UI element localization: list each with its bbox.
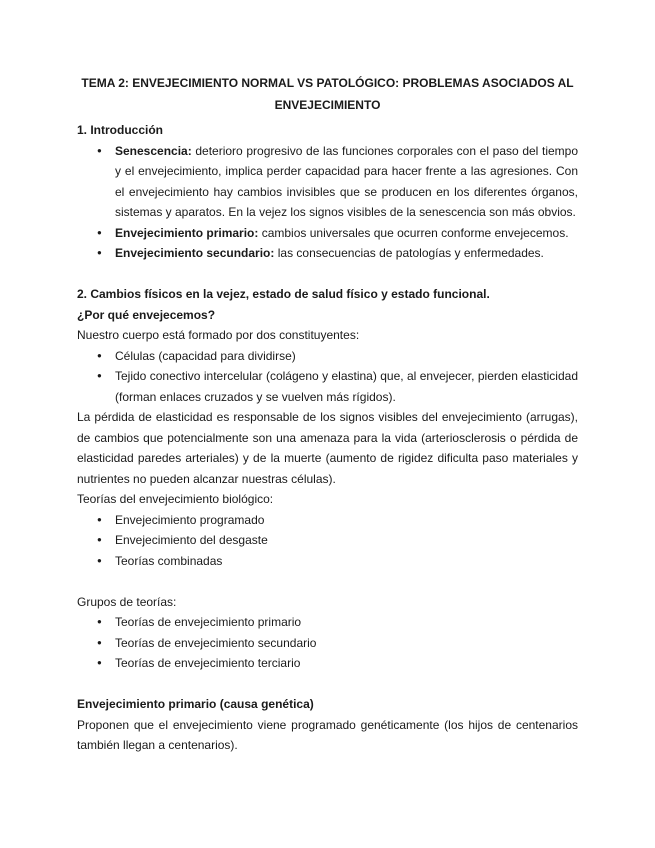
list-item (77, 243, 578, 264)
primary-aging-text: Proponen que el envejecimiento viene programado genéticamente (los hijos de centenarios también llegan a centenarios). (77, 717, 578, 752)
list-item: ● Células (capacidad para dividirse) (77, 346, 578, 367)
spacer (77, 571, 578, 592)
constituents-intro: Nuestro cuerpo está formado por dos constituyentes: (77, 328, 360, 342)
list-item: ● Teorías de envejecimiento terciario (77, 653, 578, 674)
list-item: ● Envejecimiento programado (77, 510, 578, 531)
definition: cambios universales que ocurren conforme envejecemos. (258, 225, 569, 240)
section-1-heading: 1. Introducción (77, 123, 164, 137)
theories-label: Teorías del envejecimiento biológico: (77, 492, 274, 506)
spacer (77, 674, 578, 695)
section-2-subheading: ¿Por qué envejecemos? (77, 307, 216, 322)
section-1-list (77, 141, 578, 264)
document-title: TEMA 2: ENVEJECIMIENTO NORMAL VS PATOLÓGICO: PROBLEMAS ASOCIADOS AL ENVEJECIMIENTO (81, 76, 574, 112)
section-2-heading: 2. Cambios físicos en la vejez, estado de salud físico y estado funcional. (77, 287, 490, 301)
list-item: ● Tejido conectivo intercelular (colágeno y elastina) que, al envejecer, pierden elasticidad (forman enlaces cruzados y se vuelven más rígidos). (77, 366, 578, 407)
list-item (77, 223, 578, 244)
term: Envejecimiento secundario: (115, 246, 275, 260)
term: Senescencia: (115, 143, 192, 158)
theories-list (77, 510, 578, 572)
term: Envejecimiento primario: (115, 225, 259, 240)
constituents-list (77, 346, 578, 408)
list-item: ● Envejecimiento del desgaste (77, 530, 578, 551)
elasticity-paragraph: La pérdida de elasticidad es responsable de los signos visibles del envejecimiento (arrugas), de cambios que potencialmente son una amenaza para la vida (arteriosclerosis o pérdida de elasticidad paredes arteriales) y de la muerte (aumento de rigidez dificulta paso materiales y nutrientes no pueden alcanzar nuestras células). (77, 410, 578, 486)
primary-aging-heading: Envejecimiento primario (causa genética) (77, 697, 314, 711)
list-item: ● Teorías combinadas (77, 551, 578, 572)
list-item (77, 141, 578, 223)
definition: las consecuencias de patologías y enfermedades. (274, 246, 544, 260)
list-item: ● Teorías de envejecimiento secundario (77, 633, 578, 654)
groups-label: Grupos de teorías: (77, 594, 177, 609)
spacer (77, 264, 578, 285)
document-content (77, 72, 578, 756)
groups-list (77, 612, 578, 674)
list-item: ● Teorías de envejecimiento primario (77, 612, 578, 633)
definition: deterioro progresivo de las funciones corporales con el paso del tiempo y el envejecimiento, implica perder capacidad para hacer frente a las agresiones. Con el envejecimiento hay cambios invisibles que se producen en los diferentes órganos, sistemas y aparatos. En la vejez los signos visibles de la senescencia son más obvios. (115, 143, 578, 219)
